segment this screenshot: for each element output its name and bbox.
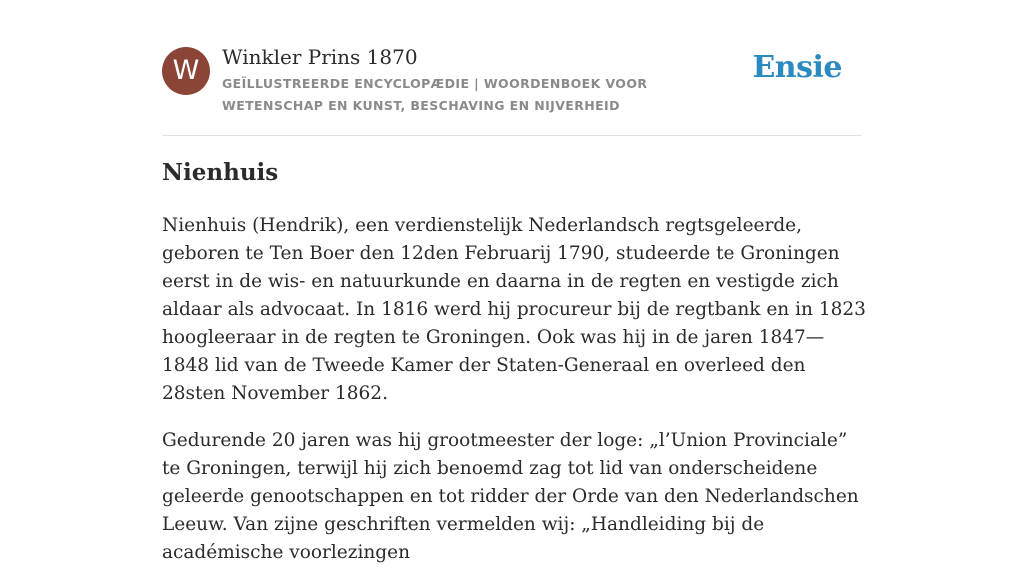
ensie-logo[interactable]: Ensie [752,50,842,85]
article-body [162,212,868,586]
source-header [162,44,862,136]
article-paragraph: Gedurende 20 jaren was hij grootmeester der loge: „l’Union Provinciale” te Groningen, terwijl hij zich benoemd zag tot lid van onderscheidene geleerde genootschappen en tot ridder der Orde van den Nederlandschen Leeuw. Van zijne geschriften vermelden wij: „Handleiding bij de académische voorlezingen [162,430,859,563]
source-title-link[interactable]: Winkler Prins 1870 [222,45,418,69]
source-avatar[interactable]: W [162,47,210,95]
article-paragraph: Nienhuis (Hendrik), een verdienstelijk Nederlandsch regtsgeleerde, geboren te Ten Boer den 12den Februarij 1790, studeerde te Groningen eerst in de wis- en natuurkunde en daarna in de regten en vestigde zich aldaar als advocaat. In 1816 werd hij procureur bij de regtbank en in 1823 hoogleeraar in de regten te Groningen. Ook was hij in de jaren 1847—1848 lid van de Tweede Kamer der Staten-Generaal en overleed den 28sten November 1862. [162,215,866,404]
source-subtitle: GEÏLLUSTREERDE ENCYCLOPÆDIE | WOORDENBOEK VOOR WETENSCHAP EN KUNST, BESCHAVING EN NIJVERHEID [222,76,648,113]
article-title: Nienhuis [162,159,279,186]
